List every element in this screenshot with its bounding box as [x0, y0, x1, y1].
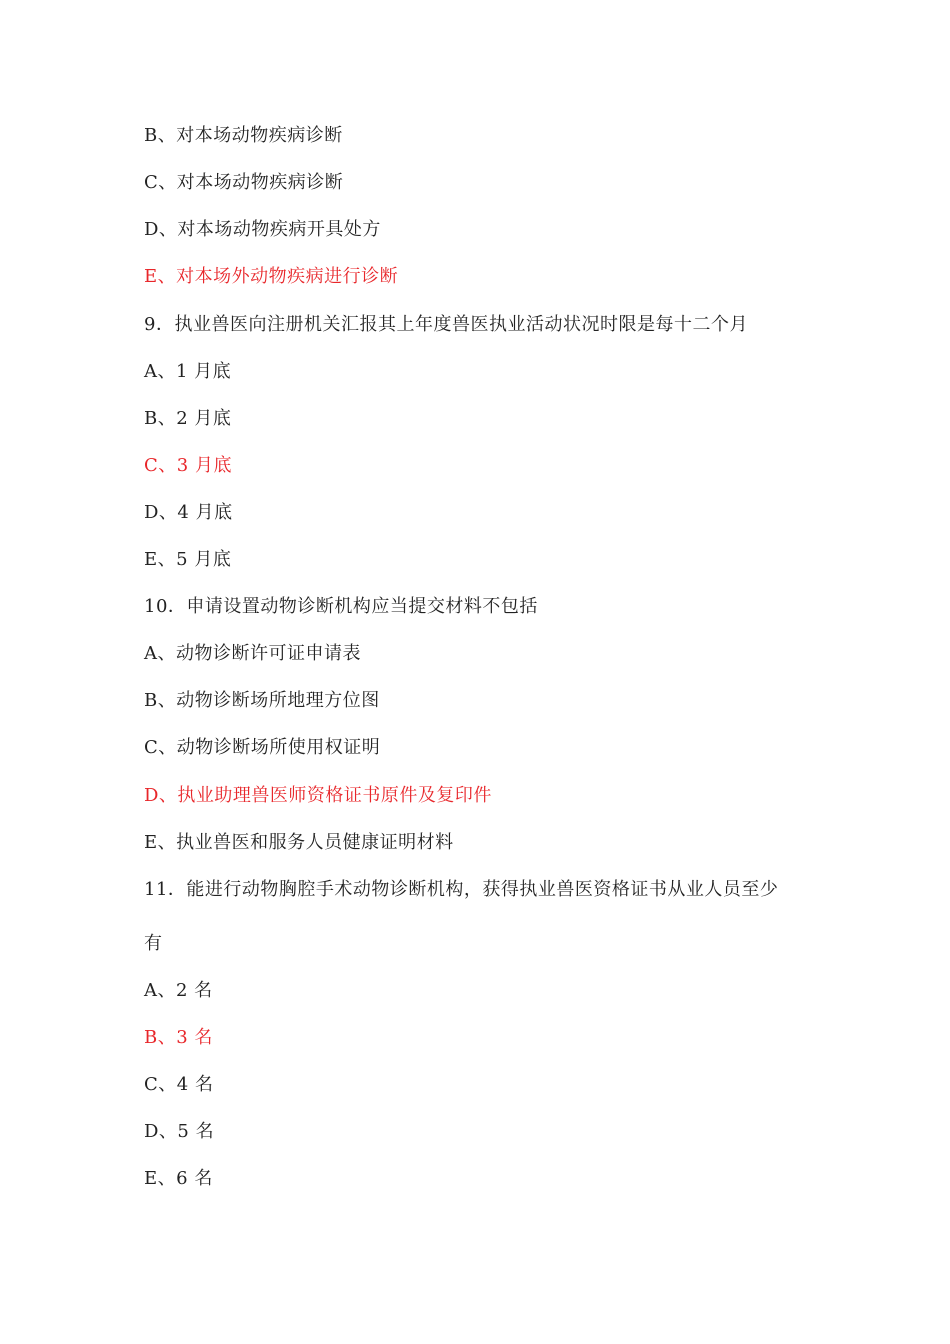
- question-line-continued: 有: [144, 933, 163, 954]
- option-line: E、5 月底: [144, 549, 232, 570]
- option-line: B、2 月底: [144, 408, 232, 429]
- answer-option-line: D、执业助理兽医师资格证书原件及复印件: [144, 785, 492, 806]
- option-line: D、4 月底: [144, 502, 233, 523]
- question-line: 9．执业兽医向注册机关汇报其上年度兽医执业活动状况时限是每十二个月: [144, 314, 748, 335]
- option-line: C、动物诊断场所使用权证明: [144, 737, 381, 758]
- option-line: D、对本场动物疾病开具处方: [144, 219, 381, 240]
- option-line: B、对本场动物疾病诊断: [144, 125, 343, 146]
- option-line: A、1 月底: [144, 361, 232, 382]
- option-line: E、执业兽医和服务人员健康证明材料: [144, 832, 454, 853]
- option-line: B、动物诊断场所地理方位图: [144, 690, 380, 711]
- option-line: C、4 名: [144, 1074, 214, 1095]
- option-line: A、2 名: [144, 980, 213, 1001]
- answer-option-line: E、对本场外动物疾病进行诊断: [144, 266, 399, 287]
- question-line: 11．能进行动物胸腔手术动物诊断机构，获得执业兽医资格证书从业人员至少: [144, 879, 779, 900]
- option-line: E、6 名: [144, 1168, 213, 1189]
- question-line: 10．申请设置动物诊断机构应当提交材料不包括: [144, 596, 538, 617]
- option-line: A、动物诊断许可证申请表: [144, 643, 361, 664]
- option-line: D、5 名: [144, 1121, 215, 1142]
- option-line: C、对本场动物疾病诊断: [144, 172, 344, 193]
- answer-option-line: C、3 月底: [144, 455, 232, 476]
- answer-option-line: B、3 名: [144, 1027, 213, 1048]
